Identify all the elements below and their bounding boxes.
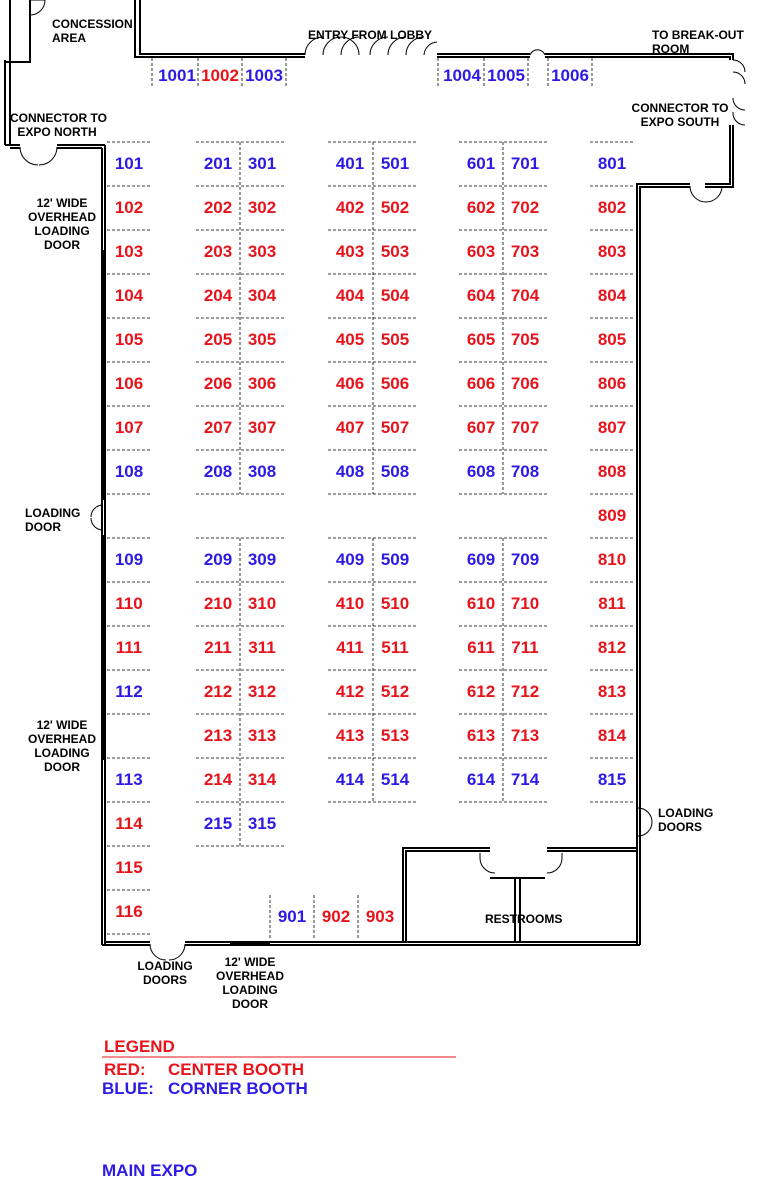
legend-red-key: RED: bbox=[104, 1060, 146, 1079]
booth-507: 507 bbox=[380, 418, 410, 437]
booth-107: 107 bbox=[114, 418, 144, 437]
booth-811: 811 bbox=[598, 594, 626, 613]
legend-blue-key: BLUE: bbox=[102, 1079, 154, 1098]
booth-707: 707 bbox=[510, 418, 540, 437]
booth-607: 607 bbox=[466, 418, 496, 437]
booth-803: 803 bbox=[597, 242, 627, 261]
booth-807: 807 bbox=[597, 418, 627, 437]
booth-708: 708 bbox=[510, 462, 540, 481]
booth-701: 701 bbox=[510, 154, 540, 173]
booth-709: 709 bbox=[510, 550, 540, 569]
entry-from-lobby-label: ENTRY FROM LOBBY bbox=[308, 28, 433, 42]
booth-511: 511 bbox=[381, 638, 409, 657]
booth-313: 313 bbox=[247, 726, 277, 745]
booth-514: 514 bbox=[380, 770, 410, 789]
overhead-door-label-1: 12' WIDE OVERHEAD LOADING DOOR bbox=[27, 196, 96, 252]
booth-210: 210 bbox=[203, 594, 233, 613]
booth-614: 614 bbox=[466, 770, 496, 789]
booth-503: 503 bbox=[380, 242, 410, 261]
booth-1006: 1006 bbox=[551, 66, 589, 85]
booth-506: 506 bbox=[380, 374, 410, 393]
booth-613: 613 bbox=[466, 726, 496, 745]
booth-206: 206 bbox=[203, 374, 233, 393]
booth-109: 109 bbox=[114, 550, 144, 569]
booth-309: 309 bbox=[247, 550, 277, 569]
booth-714: 714 bbox=[510, 770, 540, 789]
booth-510: 510 bbox=[380, 594, 410, 613]
booth-703: 703 bbox=[510, 242, 540, 261]
legend-blue-value: CORNER BOOTH bbox=[168, 1079, 308, 1098]
connector-expo-south-label: CONNECTOR TO EXPO SOUTH bbox=[631, 101, 729, 129]
booth-208: 208 bbox=[203, 462, 233, 481]
booth-209: 209 bbox=[203, 550, 233, 569]
booth-812: 812 bbox=[597, 638, 627, 657]
booth-704: 704 bbox=[510, 286, 540, 305]
booth-308: 308 bbox=[247, 462, 277, 481]
booth-307: 307 bbox=[247, 418, 277, 437]
booth-411: 411 bbox=[336, 638, 364, 657]
booth-205: 205 bbox=[203, 330, 233, 349]
overhead-door-label-2: 12' WIDE OVERHEAD LOADING DOOR bbox=[27, 718, 96, 774]
booth-404: 404 bbox=[335, 286, 365, 305]
booth-112: 112 bbox=[115, 682, 143, 701]
booth-213: 213 bbox=[203, 726, 233, 745]
booth-311: 311 bbox=[248, 638, 276, 657]
booth-612: 612 bbox=[466, 682, 496, 701]
booth-513: 513 bbox=[380, 726, 410, 745]
booth-303: 303 bbox=[247, 242, 277, 261]
booth-403: 403 bbox=[335, 242, 365, 261]
booth-802: 802 bbox=[597, 198, 627, 217]
booth-1003: 1003 bbox=[245, 66, 283, 85]
loading-doors-right-label: LOADING DOORS bbox=[658, 806, 714, 834]
booth-414: 414 bbox=[335, 770, 365, 789]
booth-815: 815 bbox=[597, 770, 627, 789]
loading-doors-bottom-label: LOADING DOORS bbox=[137, 959, 193, 987]
booth-702: 702 bbox=[510, 198, 540, 217]
booth-602: 602 bbox=[466, 198, 496, 217]
loading-door-label: LOADING DOOR bbox=[25, 506, 81, 534]
booth-212: 212 bbox=[203, 682, 233, 701]
booth-502: 502 bbox=[380, 198, 410, 217]
booth-412: 412 bbox=[335, 682, 365, 701]
booth-508: 508 bbox=[380, 462, 410, 481]
map-title: MAIN EXPO bbox=[102, 1161, 198, 1180]
booth-211: 211 bbox=[204, 638, 232, 657]
booth-106: 106 bbox=[114, 374, 144, 393]
booth-408: 408 bbox=[335, 462, 365, 481]
booth-202: 202 bbox=[203, 198, 233, 217]
booth-104: 104 bbox=[114, 286, 144, 305]
booth-608: 608 bbox=[466, 462, 496, 481]
booth-512: 512 bbox=[380, 682, 410, 701]
booth-809: 809 bbox=[597, 506, 627, 525]
booth-114: 114 bbox=[115, 814, 143, 833]
booth-810: 810 bbox=[597, 550, 627, 569]
booth-813: 813 bbox=[597, 682, 627, 701]
booth-712: 712 bbox=[510, 682, 540, 701]
booth-315: 315 bbox=[247, 814, 277, 833]
booth-110: 110 bbox=[115, 594, 143, 613]
overhead-door-bottom-label: 12' WIDE OVERHEAD LOADING DOOR bbox=[215, 955, 284, 1011]
legend-title: LEGEND bbox=[104, 1037, 175, 1056]
booth-409: 409 bbox=[335, 550, 365, 569]
booth-705: 705 bbox=[510, 330, 540, 349]
connector-expo-north-label: CONNECTOR TO EXPO NORTH bbox=[10, 111, 107, 139]
booth-302: 302 bbox=[247, 198, 277, 217]
booth-711: 711 bbox=[511, 638, 539, 657]
booth-706: 706 bbox=[510, 374, 540, 393]
booth-606: 606 bbox=[466, 374, 496, 393]
booth-204: 204 bbox=[203, 286, 233, 305]
booth-214: 214 bbox=[203, 770, 233, 789]
booth-805: 805 bbox=[597, 330, 627, 349]
booth-grid-lines bbox=[107, 58, 634, 940]
booth-713: 713 bbox=[510, 726, 540, 745]
break-out-room-label: TO BREAK-OUT ROOM bbox=[652, 28, 744, 56]
booth-203: 203 bbox=[203, 242, 233, 261]
restrooms-label: RESTROOMS bbox=[485, 912, 563, 926]
booth-113: 113 bbox=[115, 770, 143, 789]
booth-401: 401 bbox=[335, 154, 365, 173]
concession-area-label: CONCESSION AREA bbox=[52, 17, 133, 45]
booth-1002: 1002 bbox=[201, 66, 239, 85]
booth-406: 406 bbox=[335, 374, 365, 393]
booth-413: 413 bbox=[335, 726, 365, 745]
booth-609: 609 bbox=[466, 550, 496, 569]
booth-312: 312 bbox=[247, 682, 277, 701]
booth-103: 103 bbox=[114, 242, 144, 261]
booth-207: 207 bbox=[203, 418, 233, 437]
booth-111: 111 bbox=[115, 638, 143, 657]
booth-501: 501 bbox=[380, 154, 410, 173]
booth-1001: 1001 bbox=[158, 66, 196, 85]
booth-314: 314 bbox=[247, 770, 277, 789]
booth-101: 101 bbox=[114, 154, 144, 173]
booth-505: 505 bbox=[380, 330, 410, 349]
booth-603: 603 bbox=[466, 242, 496, 261]
booth-310: 310 bbox=[247, 594, 277, 613]
booth-605: 605 bbox=[466, 330, 496, 349]
booth-301: 301 bbox=[247, 154, 277, 173]
booth-304: 304 bbox=[247, 286, 277, 305]
booth-504: 504 bbox=[380, 286, 410, 305]
booth-215: 215 bbox=[203, 814, 233, 833]
booth-410: 410 bbox=[335, 594, 365, 613]
booth-102: 102 bbox=[114, 198, 144, 217]
booth-806: 806 bbox=[597, 374, 627, 393]
booth-901: 901 bbox=[277, 907, 307, 926]
booth-814: 814 bbox=[597, 726, 627, 745]
booth-115: 115 bbox=[115, 858, 143, 877]
legend-red-value: CENTER BOOTH bbox=[168, 1060, 304, 1079]
booth-116: 116 bbox=[115, 902, 143, 921]
booth-611: 611 bbox=[467, 638, 495, 657]
booth-808: 808 bbox=[597, 462, 627, 481]
booth-902: 902 bbox=[321, 907, 351, 926]
booth-710: 710 bbox=[510, 594, 540, 613]
booth-407: 407 bbox=[335, 418, 365, 437]
booth-610: 610 bbox=[466, 594, 496, 613]
booth-601: 601 bbox=[466, 154, 496, 173]
booth-903: 903 bbox=[365, 907, 395, 926]
booth-1004: 1004 bbox=[443, 66, 481, 85]
booth-604: 604 bbox=[466, 286, 496, 305]
booth-405: 405 bbox=[335, 330, 365, 349]
booth-1005: 1005 bbox=[487, 66, 525, 85]
booth-108: 108 bbox=[114, 462, 144, 481]
booth-402: 402 bbox=[335, 198, 365, 217]
booth-801: 801 bbox=[597, 154, 627, 173]
booth-201: 201 bbox=[203, 154, 233, 173]
booth-105: 105 bbox=[114, 330, 144, 349]
booth-306: 306 bbox=[247, 374, 277, 393]
booth-509: 509 bbox=[380, 550, 410, 569]
booth-804: 804 bbox=[597, 286, 627, 305]
booth-305: 305 bbox=[247, 330, 277, 349]
